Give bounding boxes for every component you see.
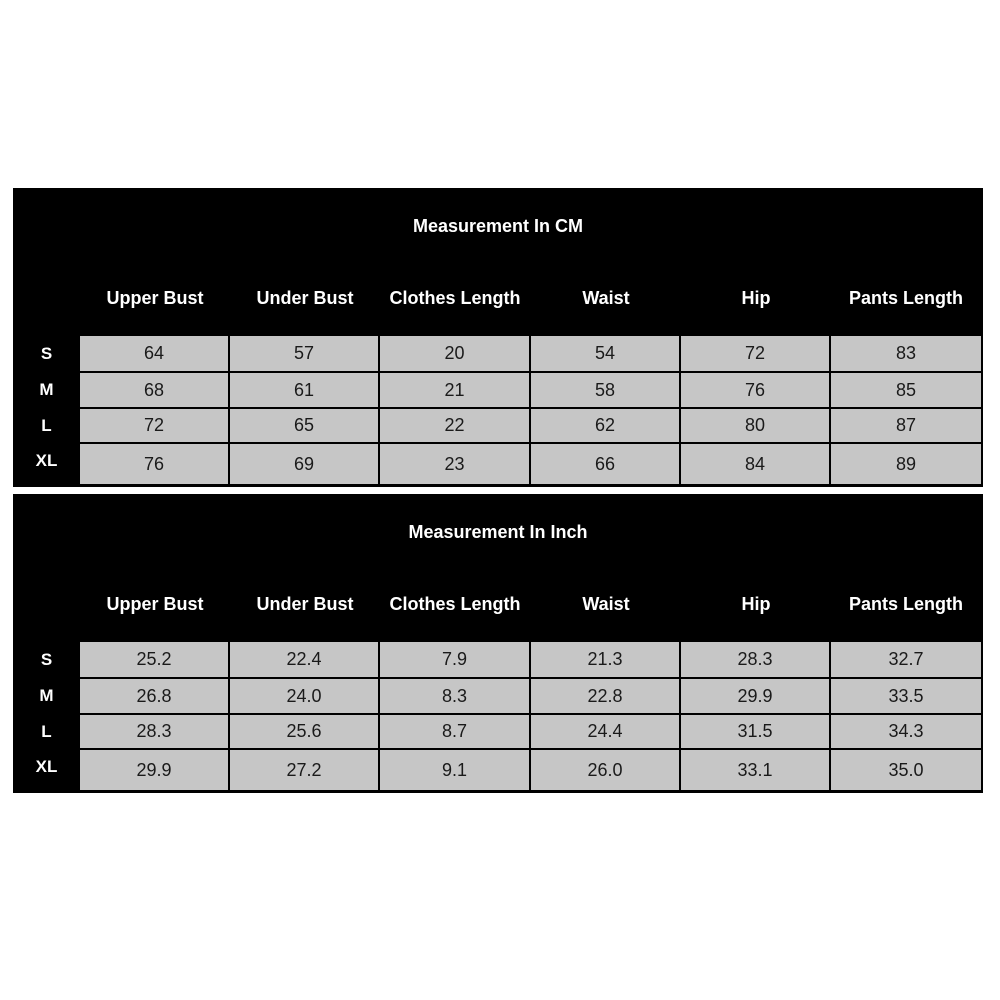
table-cell: 22.8: [531, 679, 679, 713]
table-cell: 26.0: [531, 750, 679, 790]
size-label: S: [40, 650, 53, 669]
table-cell: 80: [681, 409, 829, 442]
table-cell: 29.9: [80, 750, 228, 790]
size-label: XL: [35, 757, 58, 776]
table-cell: 62: [531, 409, 679, 442]
measurement-grid: [80, 334, 983, 487]
size-label: S: [40, 344, 53, 363]
table-cell: 33.1: [681, 750, 829, 790]
column-header: Upper Bust: [106, 594, 204, 614]
column-header: Hip: [741, 594, 771, 614]
table-cell: 89: [831, 444, 981, 484]
column-header: Waist: [582, 288, 630, 308]
size-label: M: [39, 686, 54, 705]
table-cell: 66: [531, 444, 679, 484]
table-cell: 85: [831, 373, 981, 407]
table-cell: 29.9: [681, 679, 829, 713]
table-cell: 58: [531, 373, 679, 407]
table-cell: 21: [380, 373, 529, 407]
table-cell: 26.8: [80, 679, 228, 713]
column-header: Clothes Length: [389, 594, 521, 614]
table-cell: 21.3: [531, 642, 679, 677]
table-cell: 68: [80, 373, 228, 407]
table-cell: 72: [681, 336, 829, 371]
column-header: Waist: [582, 594, 630, 614]
table-cell: 65: [230, 409, 378, 442]
table-cell: 22.4: [230, 642, 378, 677]
table-cell: 61: [230, 373, 378, 407]
column-header: Upper Bust: [106, 288, 204, 308]
table-cell: 35.0: [831, 750, 981, 790]
size-label: L: [41, 416, 52, 435]
table-cell: 23: [380, 444, 529, 484]
size-label: XL: [35, 451, 58, 470]
table-cell: 87: [831, 409, 981, 442]
table-cell: 9.1: [380, 750, 529, 790]
table-cell: 24.0: [230, 679, 378, 713]
column-header: Pants Length: [848, 594, 963, 614]
table-cell: 25.6: [230, 715, 378, 748]
table-cell: 32.7: [831, 642, 981, 677]
column-header: Clothes Length: [389, 288, 521, 308]
table-cell: 24.4: [531, 715, 679, 748]
table-cell: 72: [80, 409, 228, 442]
table-cell: 57: [230, 336, 378, 371]
table-cell: 76: [80, 444, 228, 484]
table-cell: 8.7: [380, 715, 529, 748]
size-label: M: [39, 380, 54, 399]
table-cell: 84: [681, 444, 829, 484]
table-title: Measurement In Inch: [408, 522, 588, 542]
table-title: Measurement In CM: [412, 216, 584, 236]
column-header: Under Bust: [256, 594, 354, 614]
table-cell: 8.3: [380, 679, 529, 713]
table-cell: 28.3: [80, 715, 228, 748]
table-cell: 83: [831, 336, 981, 371]
table-cell: 64: [80, 336, 228, 371]
table-cell: 7.9: [380, 642, 529, 677]
table-cell: 33.5: [831, 679, 981, 713]
table-cell: 76: [681, 373, 829, 407]
column-header: Pants Length: [848, 288, 963, 308]
table-cell: 22: [380, 409, 529, 442]
table-cell: 34.3: [831, 715, 981, 748]
table-cell: 25.2: [80, 642, 228, 677]
table-cell: 31.5: [681, 715, 829, 748]
table-cell: 27.2: [230, 750, 378, 790]
table-cell: 20: [380, 336, 529, 371]
size-table-cm: [13, 188, 983, 487]
table-cell: 28.3: [681, 642, 829, 677]
table-cell: 69: [230, 444, 378, 484]
size-table-inch: [13, 494, 983, 793]
table-cell: 54: [531, 336, 679, 371]
measurement-grid: [80, 640, 983, 793]
size-label: L: [41, 722, 52, 741]
column-header: Under Bust: [256, 288, 354, 308]
column-header: Hip: [741, 288, 771, 308]
